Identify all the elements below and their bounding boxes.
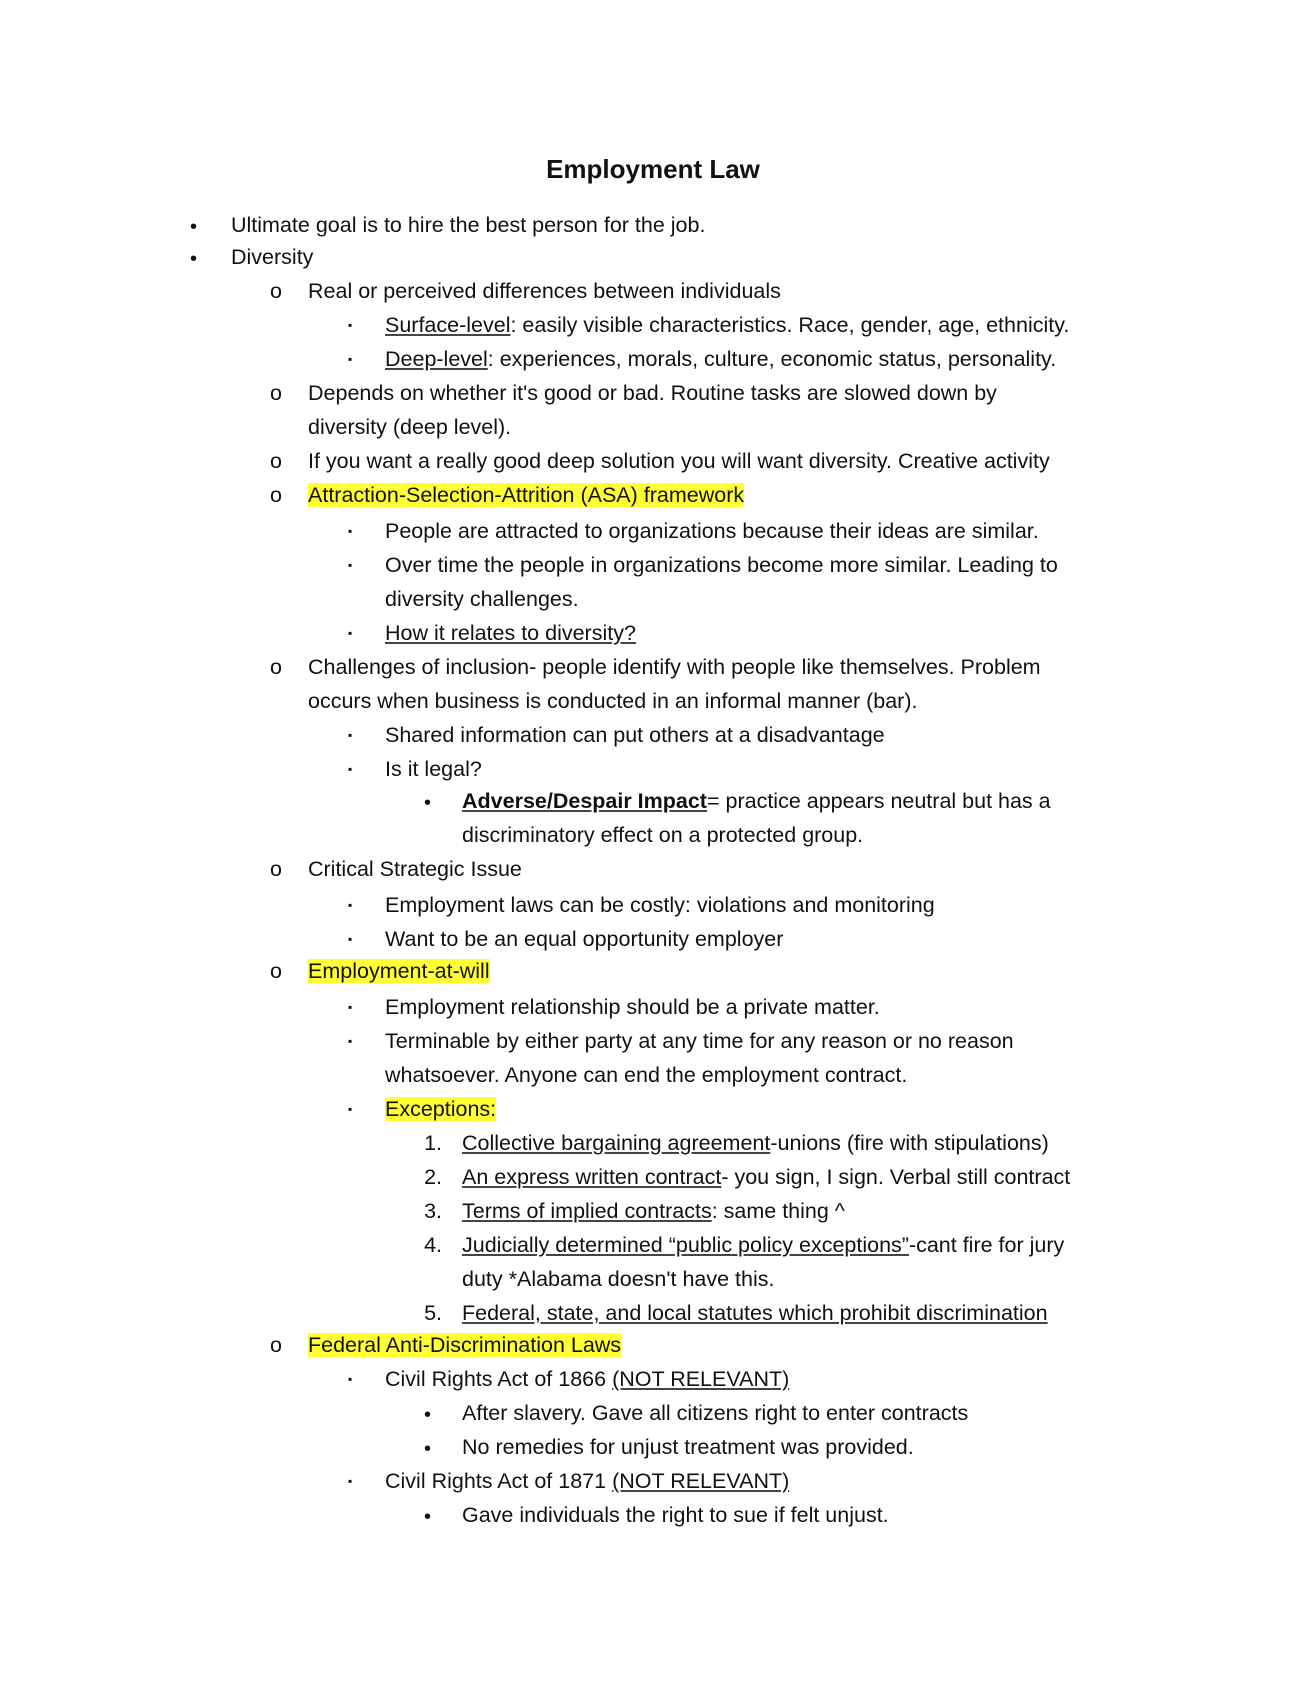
list-item: Employment relationship should be a private matter. (385, 995, 880, 1019)
list-item: Want to be an equal opportunity employer (385, 927, 784, 951)
list-item: How it relates to diversity? (385, 621, 636, 645)
bullet-marker: • (424, 1438, 432, 1460)
list-item: Over time the people in organizations become more similar. Leading to (385, 553, 1058, 577)
list-item: Shared information can put others at a disadvantage (385, 723, 885, 747)
highlighted-heading: Attraction-Selection-Attrition (ASA) framework (308, 483, 745, 507)
list-item (308, 954, 490, 988)
list-item: Surface-level: easily visible characteristics. Race, gender, age, ethnicity. (385, 313, 1070, 337)
list-item: Is it legal? (385, 757, 482, 781)
list-item-continuation: discriminatory effect on a protected group. (462, 823, 864, 847)
highlighted-heading: Federal Anti-Discrimination Laws (308, 1333, 622, 1357)
circle-marker: o (270, 857, 282, 881)
list-item: Terms of implied contracts: same thing ^ (462, 1199, 845, 1223)
list-item: Challenges of inclusion- people identify with people like themselves. Problem (308, 655, 1041, 679)
number-marker: 1. (424, 1131, 442, 1155)
square-marker: ▪ (348, 352, 353, 366)
list-item: Critical Strategic Issue (308, 857, 522, 881)
list-item: Judicially determined “public policy exceptions”-cant fire for jury (462, 1233, 1065, 1257)
list-item: Depends on whether it's good or bad. Routine tasks are slowed down by (308, 381, 997, 405)
list-item: Civil Rights Act of 1871 (NOT RELEVANT) (385, 1469, 790, 1493)
list-item: Terminable by either party at any time for any reason or no reason (385, 1029, 1014, 1053)
circle-marker: o (270, 279, 282, 303)
list-item-continuation: occurs when business is conducted in an informal manner (bar). (308, 689, 918, 713)
square-marker: ▪ (348, 1372, 353, 1386)
list-item: People are attracted to organizations because their ideas are similar. (385, 519, 1039, 543)
square-marker: ▪ (348, 524, 353, 538)
page-title: Employment Law (546, 154, 760, 184)
list-item: Ultimate goal is to hire the best person for the job. (231, 213, 706, 237)
bullet-marker: • (424, 1404, 432, 1426)
square-marker: ▪ (348, 1000, 353, 1014)
list-item-continuation: diversity challenges. (385, 587, 579, 611)
list-item (308, 478, 744, 512)
square-marker: ▪ (348, 932, 353, 946)
square-marker: ▪ (348, 1102, 353, 1116)
list-item: Real or perceived differences between individuals (308, 279, 781, 303)
term-deep-level: Deep-level (385, 347, 488, 371)
list-item: An express written contract- you sign, I sign. Verbal still contract (462, 1165, 1071, 1189)
square-marker: ▪ (348, 1474, 353, 1488)
term-adverse-impact: Adverse/Despair Impact (462, 789, 707, 813)
square-marker: ▪ (348, 1034, 353, 1048)
number-marker: 4. (424, 1233, 442, 1257)
list-item: Civil Rights Act of 1866 (NOT RELEVANT) (385, 1367, 790, 1391)
bullet-marker: • (424, 792, 432, 814)
list-item: Gave individuals the right to sue if felt unjust. (462, 1503, 889, 1527)
number-marker: 3. (424, 1199, 442, 1223)
square-marker: ▪ (348, 898, 353, 912)
bullet-marker: • (190, 216, 198, 238)
square-marker: ▪ (348, 318, 353, 332)
list-item-continuation: diversity (deep level). (308, 415, 512, 439)
number-marker: 2. (424, 1165, 442, 1189)
list-item: If you want a really good deep solution you will want diversity. Creative activity (308, 449, 1050, 473)
list-item: Adverse/Despair Impact= practice appears neutral but has a (462, 789, 1051, 813)
term-surface-level: Surface-level (385, 313, 511, 337)
list-item: After slavery. Gave all citizens right to enter contracts (462, 1401, 969, 1425)
circle-marker: o (270, 483, 282, 507)
highlighted-heading: Exceptions: (385, 1097, 497, 1121)
list-item: Deep-level: experiences, morals, culture, economic status, personality. (385, 347, 1057, 371)
list-item: Diversity (231, 245, 314, 269)
highlighted-heading: Employment-at-will (308, 959, 490, 983)
list-item (308, 1328, 621, 1362)
list-item: Collective bargaining agreement-unions (fire with stipulations) (462, 1131, 1049, 1155)
list-item: No remedies for unjust treatment was provided. (462, 1435, 914, 1459)
list-item: Employment laws can be costly: violations and monitoring (385, 893, 935, 917)
list-item: Federal, state, and local statutes which prohibit discrimination (462, 1301, 1048, 1325)
circle-marker: o (270, 449, 282, 473)
list-item-continuation: duty *Alabama doesn't have this. (462, 1267, 775, 1291)
list-item (385, 1092, 496, 1126)
list-item-continuation: whatsoever. Anyone can end the employment contract. (385, 1063, 908, 1087)
circle-marker: o (270, 655, 282, 679)
square-marker: ▪ (348, 728, 353, 742)
circle-marker: o (270, 959, 282, 983)
square-marker: ▪ (348, 558, 353, 572)
bullet-marker: • (424, 1506, 432, 1528)
bullet-marker: • (190, 248, 198, 270)
square-marker: ▪ (348, 626, 353, 640)
number-marker: 5. (424, 1301, 442, 1325)
circle-marker: o (270, 381, 282, 405)
square-marker: ▪ (348, 762, 353, 776)
circle-marker: o (270, 1333, 282, 1357)
